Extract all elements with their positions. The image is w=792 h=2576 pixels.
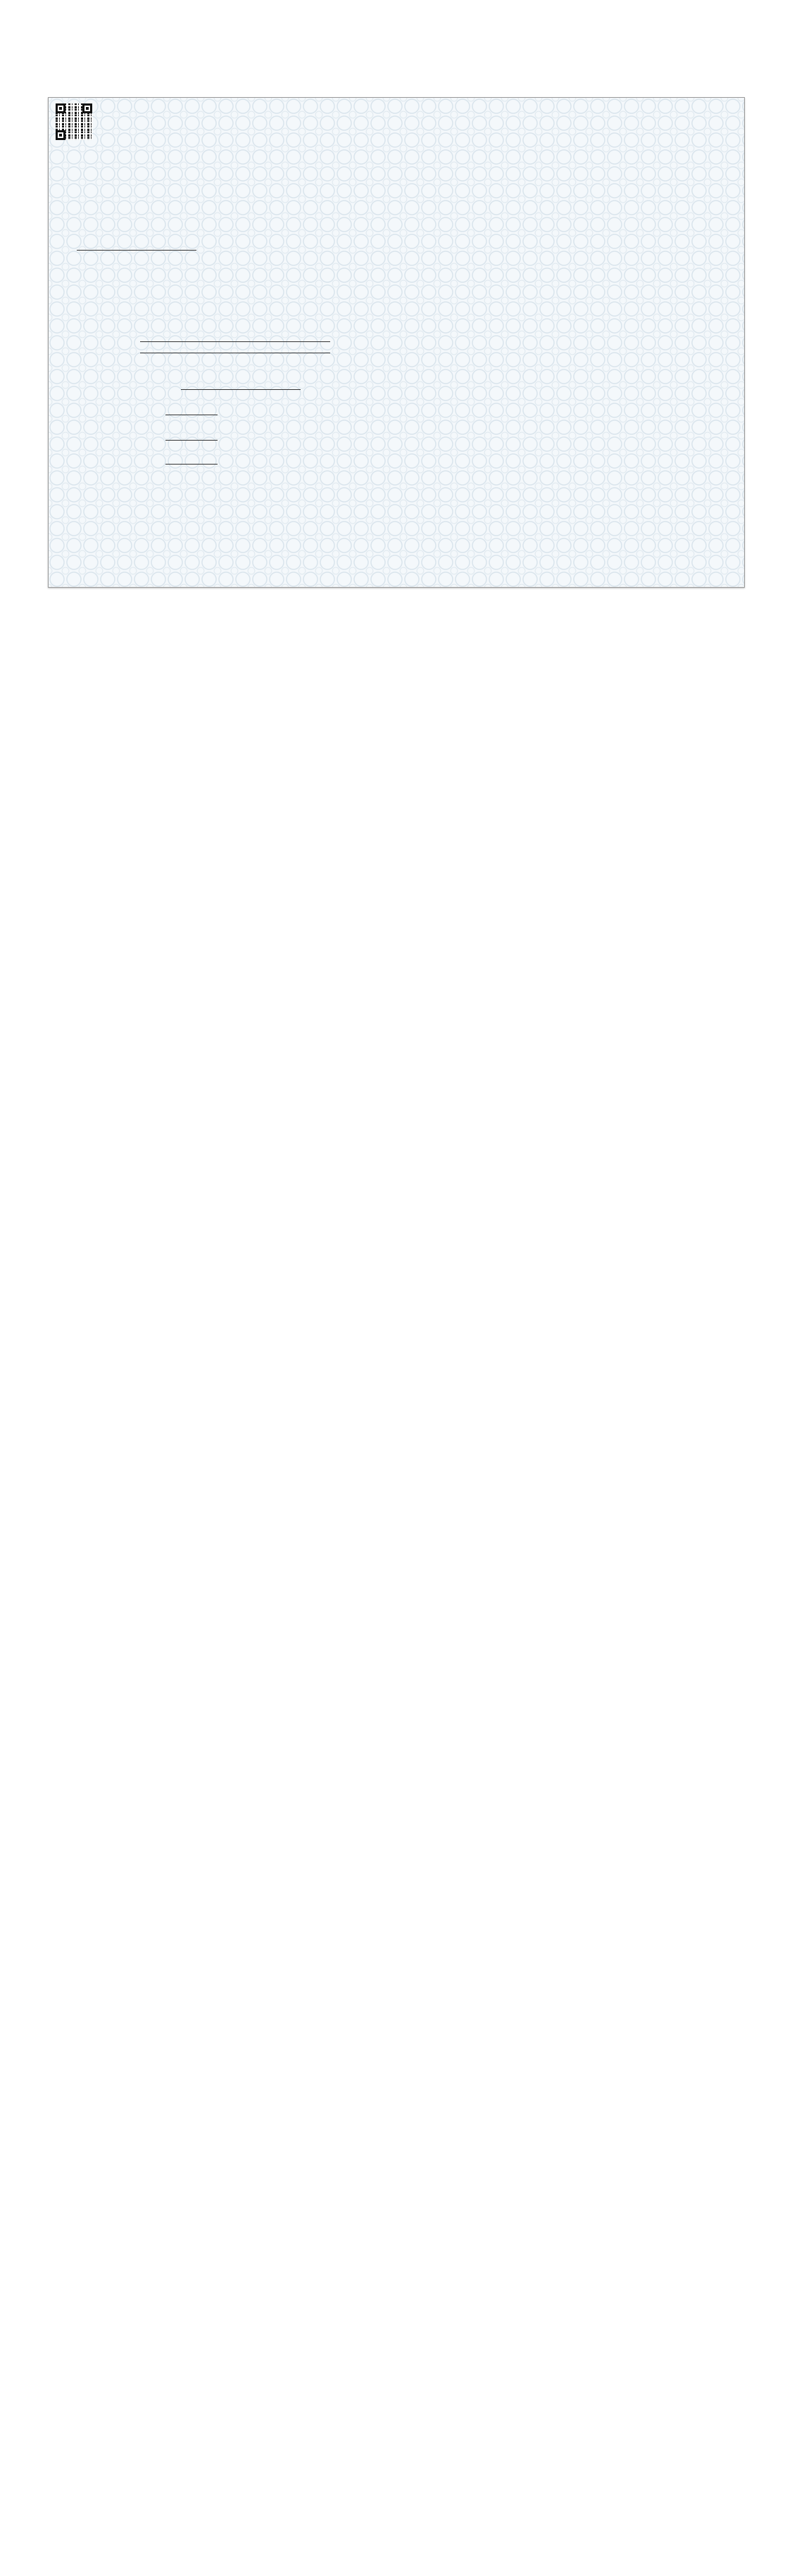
filing-certificate-page (48, 97, 745, 588)
filing-lease-value (165, 440, 218, 441)
filing-reserved-value (165, 464, 218, 465)
filing-company (77, 248, 196, 251)
qr-code-icon (56, 103, 92, 140)
filing-area-value (181, 389, 301, 390)
filing-project-name-value (140, 341, 330, 342)
